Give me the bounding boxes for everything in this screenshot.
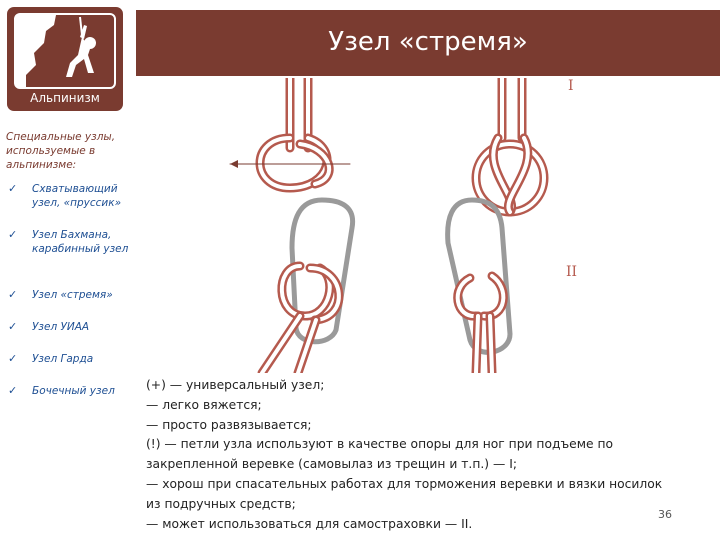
figure-label-2: II — [566, 264, 578, 280]
title-banner — [136, 10, 720, 76]
page-number: 36 — [658, 508, 672, 521]
list-item — [6, 228, 130, 288]
knot-description — [146, 376, 691, 534]
description-line: — может использоваться для самостраховки — II. — [146, 516, 473, 531]
knot-figure-2-right — [448, 200, 510, 373]
description-line: — хорош при спасательных работах для торможения веревки и вязки носилок — [146, 476, 663, 491]
sidebar — [6, 130, 130, 412]
logo — [7, 7, 123, 111]
checkmark-icon: ✓ — [8, 182, 18, 195]
list-item-label: Узел Гарда — [32, 353, 94, 365]
page-title: Узел «стремя» — [328, 27, 528, 57]
figure-label-1: I — [568, 78, 574, 94]
list-item — [6, 182, 130, 228]
description-line: из подручных средств; — [146, 496, 296, 511]
description-line: — легко вяжется; — [146, 397, 262, 412]
checkmark-icon: ✓ — [8, 352, 18, 365]
description-line: (+) — универсальный узел; — [146, 378, 325, 392]
knot-list — [6, 182, 130, 412]
description-line: закрепленной веревке (самовылаз из трещин и т.п.) — I; — [146, 457, 517, 472]
climber-icon — [16, 15, 114, 87]
logo-frame — [14, 13, 116, 89]
description-line: (!) — петли узла используют в качестве опоры для ног при подъеме по — [146, 437, 614, 452]
checkmark-icon: ✓ — [8, 320, 18, 333]
logo-text: Альпинизм — [30, 91, 100, 105]
checkmark-icon: ✓ — [8, 228, 18, 241]
description-line: — просто развязывается; — [146, 417, 312, 432]
list-item-label: Бочечный узел — [32, 385, 115, 397]
sidebar-heading: Специальные узлы, используемые в альпинизме: — [6, 131, 116, 171]
checkmark-icon: ✓ — [8, 288, 18, 301]
list-item — [6, 320, 130, 352]
list-item — [6, 384, 130, 412]
list-item-label: Узел «стремя» — [32, 289, 113, 301]
list-item — [6, 352, 130, 384]
stirrup-knot-illustration — [180, 78, 590, 373]
list-item — [6, 288, 130, 320]
list-item-label: Узел УИАА — [32, 321, 90, 333]
knot-figure-1-left — [230, 78, 350, 188]
checkmark-icon: ✓ — [8, 384, 18, 397]
knot-figure-1-right — [476, 78, 544, 212]
knot-figure-2-left — [262, 200, 353, 373]
list-item-label: Узел Бахмана, карабинный узел — [32, 229, 129, 255]
list-item-label: Схватывающий узел, «пруссик» — [32, 183, 122, 209]
